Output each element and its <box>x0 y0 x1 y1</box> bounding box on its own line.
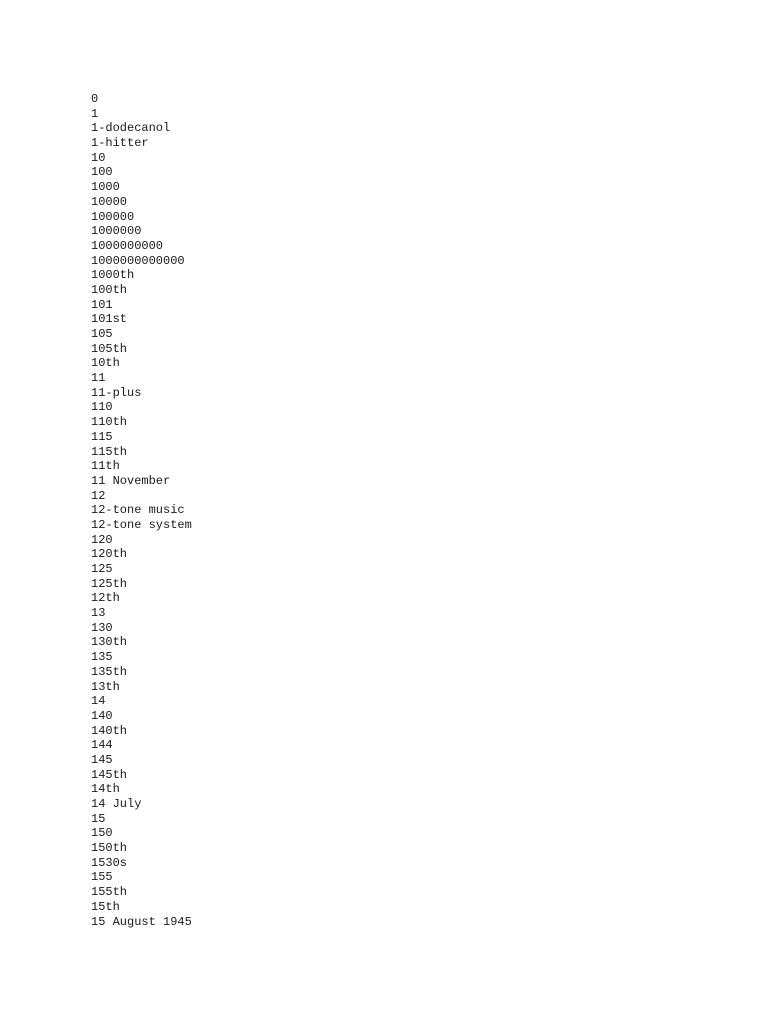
list-item: 11-plus <box>91 385 142 400</box>
list-item: 1000000000000 <box>91 253 185 268</box>
list-item: 130 <box>91 620 113 635</box>
list-item: 115th <box>91 444 128 459</box>
list-item: 120 <box>91 532 113 547</box>
list-item: 105 <box>91 327 113 341</box>
list-item: 110 <box>91 400 113 415</box>
list-item: 1530s <box>91 855 128 870</box>
list-item: 1000th <box>91 268 135 283</box>
list-item: 101st <box>91 312 128 327</box>
list-item: 1000000 <box>91 224 142 239</box>
list-item: 15 August 1945 <box>91 914 192 929</box>
list-item: 140th <box>91 723 128 738</box>
list-item: 110th <box>91 415 128 430</box>
list-item: 150 <box>91 826 113 841</box>
list-item: 155 <box>91 870 113 885</box>
list-item: 120th <box>91 547 128 562</box>
list-item: 12th <box>91 591 120 606</box>
list-item: 12-tone system <box>91 517 192 532</box>
list-item: 0 <box>91 92 99 106</box>
list-item: 1-dodecanol <box>91 121 171 136</box>
list-item: 145th <box>91 767 128 782</box>
list-item: 11th <box>91 459 120 474</box>
list-item: 140 <box>91 708 113 723</box>
list-item: 14 <box>91 694 106 709</box>
list-item: 10000 <box>91 194 128 209</box>
list-item: 13 <box>91 606 106 621</box>
list-item: 125th <box>91 576 128 591</box>
list-item: 11 <box>91 371 106 386</box>
list-item: 101 <box>91 297 113 312</box>
list-item: 125 <box>91 562 113 576</box>
list-item: 1000 <box>91 180 120 195</box>
list-item: 1-hitter <box>91 136 149 151</box>
list-item: 100 <box>91 165 113 180</box>
list-item: 145 <box>91 752 113 767</box>
list-item: 14 July <box>91 797 142 811</box>
list-item: 15th <box>91 899 120 914</box>
list-item: 1 <box>91 106 99 121</box>
list-item: 135 <box>91 650 113 665</box>
list-item: 15 <box>91 811 106 826</box>
list-item: 144 <box>91 738 113 753</box>
list-item: 130th <box>91 635 128 650</box>
list-item: 14th <box>91 782 120 797</box>
list-item: 10 <box>91 150 106 165</box>
list-item: 100000 <box>91 209 135 224</box>
list-item: 150th <box>91 841 128 856</box>
list-item: 13th <box>91 679 120 694</box>
list-item: 10th <box>91 356 120 371</box>
word-list <box>91 92 192 929</box>
list-item: 135th <box>91 664 128 679</box>
list-item: 12 <box>91 488 106 503</box>
list-item: 155th <box>91 885 128 900</box>
list-item: 12-tone music <box>91 503 185 518</box>
list-item: 115 <box>91 429 113 444</box>
list-item: 105th <box>91 341 128 356</box>
list-item: 100th <box>91 282 128 297</box>
list-item: 1000000000 <box>91 238 164 253</box>
list-item: 11 November <box>91 473 171 488</box>
